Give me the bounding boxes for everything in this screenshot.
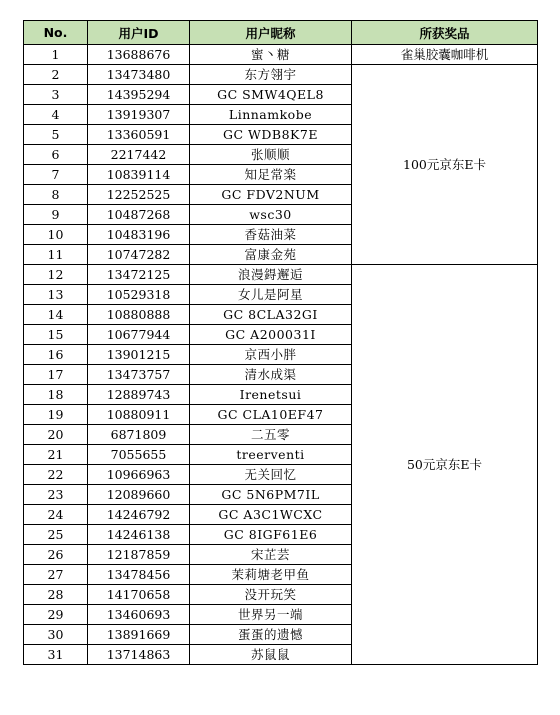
nickname-cell: 苏鼠鼠 bbox=[190, 645, 352, 665]
row-number: 2 bbox=[24, 65, 88, 85]
row-number: 21 bbox=[24, 445, 88, 465]
user-id-cell: 13688676 bbox=[88, 45, 190, 65]
row-number: 14 bbox=[24, 305, 88, 325]
nickname-cell: 知足常楽 bbox=[190, 165, 352, 185]
row-number: 22 bbox=[24, 465, 88, 485]
row-number: 8 bbox=[24, 185, 88, 205]
row-number: 7 bbox=[24, 165, 88, 185]
row-number: 29 bbox=[24, 605, 88, 625]
row-number: 6 bbox=[24, 145, 88, 165]
row-number: 17 bbox=[24, 365, 88, 385]
nickname-cell: 张顺顺 bbox=[190, 145, 352, 165]
row-number: 10 bbox=[24, 225, 88, 245]
row-number: 19 bbox=[24, 405, 88, 425]
nickname-cell: GC A200031I bbox=[190, 325, 352, 345]
user-id-cell: 13919307 bbox=[88, 105, 190, 125]
nickname-cell: 富康金苑 bbox=[190, 245, 352, 265]
nickname-cell: 女儿是阿星 bbox=[190, 285, 352, 305]
user-id-cell: 10487268 bbox=[88, 205, 190, 225]
header-user-id: 用户ID bbox=[88, 21, 190, 45]
row-number: 26 bbox=[24, 545, 88, 565]
nickname-cell: 清水成渠 bbox=[190, 365, 352, 385]
nickname-cell: GC 8CLA32GI bbox=[190, 305, 352, 325]
user-id-cell: 13901215 bbox=[88, 345, 190, 365]
nickname-cell: 京西小胖 bbox=[190, 345, 352, 365]
user-id-cell: 14395294 bbox=[88, 85, 190, 105]
nickname-cell: Linnamkobe bbox=[190, 105, 352, 125]
user-id-cell: 14246792 bbox=[88, 505, 190, 525]
row-number: 16 bbox=[24, 345, 88, 365]
user-id-cell: 10839114 bbox=[88, 165, 190, 185]
user-id-cell: 10966963 bbox=[88, 465, 190, 485]
header-no: No. bbox=[24, 21, 88, 45]
user-id-cell: 13360591 bbox=[88, 125, 190, 145]
row-number: 18 bbox=[24, 385, 88, 405]
nickname-cell: GC 8IGF61E6 bbox=[190, 525, 352, 545]
nickname-cell: GC SMW4QEL8 bbox=[190, 85, 352, 105]
nickname-cell: Irenetsui bbox=[190, 385, 352, 405]
nickname-cell: 茉莉塘老甲鱼 bbox=[190, 565, 352, 585]
prize-cell: 50元京东E卡 bbox=[352, 265, 538, 665]
user-id-cell: 10880888 bbox=[88, 305, 190, 325]
winners-table bbox=[23, 20, 538, 665]
user-id-cell: 13473480 bbox=[88, 65, 190, 85]
table-body bbox=[24, 45, 538, 665]
nickname-cell: 蜜丶糖 bbox=[190, 45, 352, 65]
nickname-cell: GC CLA10EF47 bbox=[190, 405, 352, 425]
user-id-cell: 10880911 bbox=[88, 405, 190, 425]
table-row bbox=[24, 65, 538, 85]
header-row bbox=[24, 21, 538, 45]
row-number: 23 bbox=[24, 485, 88, 505]
row-number: 4 bbox=[24, 105, 88, 125]
user-id-cell: 13460693 bbox=[88, 605, 190, 625]
user-id-cell: 14170658 bbox=[88, 585, 190, 605]
row-number: 20 bbox=[24, 425, 88, 445]
user-id-cell: 12252525 bbox=[88, 185, 190, 205]
prize-cell: 100元京东E卡 bbox=[352, 65, 538, 265]
row-number: 30 bbox=[24, 625, 88, 645]
user-id-cell: 10747282 bbox=[88, 245, 190, 265]
nickname-cell: GC WDB8K7E bbox=[190, 125, 352, 145]
row-number: 12 bbox=[24, 265, 88, 285]
nickname-cell: GC 5N6PM7IL bbox=[190, 485, 352, 505]
nickname-cell: GC FDV2NUM bbox=[190, 185, 352, 205]
nickname-cell: 蛋蛋的遗憾 bbox=[190, 625, 352, 645]
row-number: 25 bbox=[24, 525, 88, 545]
nickname-cell: 浪漫鍀邂逅 bbox=[190, 265, 352, 285]
user-id-cell: 13714863 bbox=[88, 645, 190, 665]
row-number: 1 bbox=[24, 45, 88, 65]
table-row bbox=[24, 265, 538, 285]
user-id-cell: 12089660 bbox=[88, 485, 190, 505]
row-number: 13 bbox=[24, 285, 88, 305]
row-number: 28 bbox=[24, 585, 88, 605]
nickname-cell: 世界另一端 bbox=[190, 605, 352, 625]
user-id-cell: 13891669 bbox=[88, 625, 190, 645]
row-number: 5 bbox=[24, 125, 88, 145]
user-id-cell: 14246138 bbox=[88, 525, 190, 545]
user-id-cell: 2217442 bbox=[88, 145, 190, 165]
user-id-cell: 10677944 bbox=[88, 325, 190, 345]
nickname-cell: treerventi bbox=[190, 445, 352, 465]
row-number: 27 bbox=[24, 565, 88, 585]
nickname-cell: wsc30 bbox=[190, 205, 352, 225]
header-nickname: 用户昵称 bbox=[190, 21, 352, 45]
nickname-cell: 没开玩笑 bbox=[190, 585, 352, 605]
user-id-cell: 13473757 bbox=[88, 365, 190, 385]
prize-cell: 雀巢胶囊咖啡机 bbox=[352, 45, 538, 65]
table-row bbox=[24, 45, 538, 65]
user-id-cell: 13472125 bbox=[88, 265, 190, 285]
row-number: 11 bbox=[24, 245, 88, 265]
user-id-cell: 12187859 bbox=[88, 545, 190, 565]
user-id-cell: 10483196 bbox=[88, 225, 190, 245]
nickname-cell: 二五零 bbox=[190, 425, 352, 445]
nickname-cell: 香菇油菜 bbox=[190, 225, 352, 245]
row-number: 9 bbox=[24, 205, 88, 225]
user-id-cell: 6871809 bbox=[88, 425, 190, 445]
user-id-cell: 10529318 bbox=[88, 285, 190, 305]
user-id-cell: 7055655 bbox=[88, 445, 190, 465]
row-number: 24 bbox=[24, 505, 88, 525]
nickname-cell: 无关回忆 bbox=[190, 465, 352, 485]
row-number: 15 bbox=[24, 325, 88, 345]
header-prize: 所获奖品 bbox=[352, 21, 538, 45]
row-number: 31 bbox=[24, 645, 88, 665]
user-id-cell: 13478456 bbox=[88, 565, 190, 585]
user-id-cell: 12889743 bbox=[88, 385, 190, 405]
nickname-cell: GC A3C1WCXC bbox=[190, 505, 352, 525]
nickname-cell: 东方翎宇 bbox=[190, 65, 352, 85]
row-number: 3 bbox=[24, 85, 88, 105]
nickname-cell: 宋芷芸 bbox=[190, 545, 352, 565]
